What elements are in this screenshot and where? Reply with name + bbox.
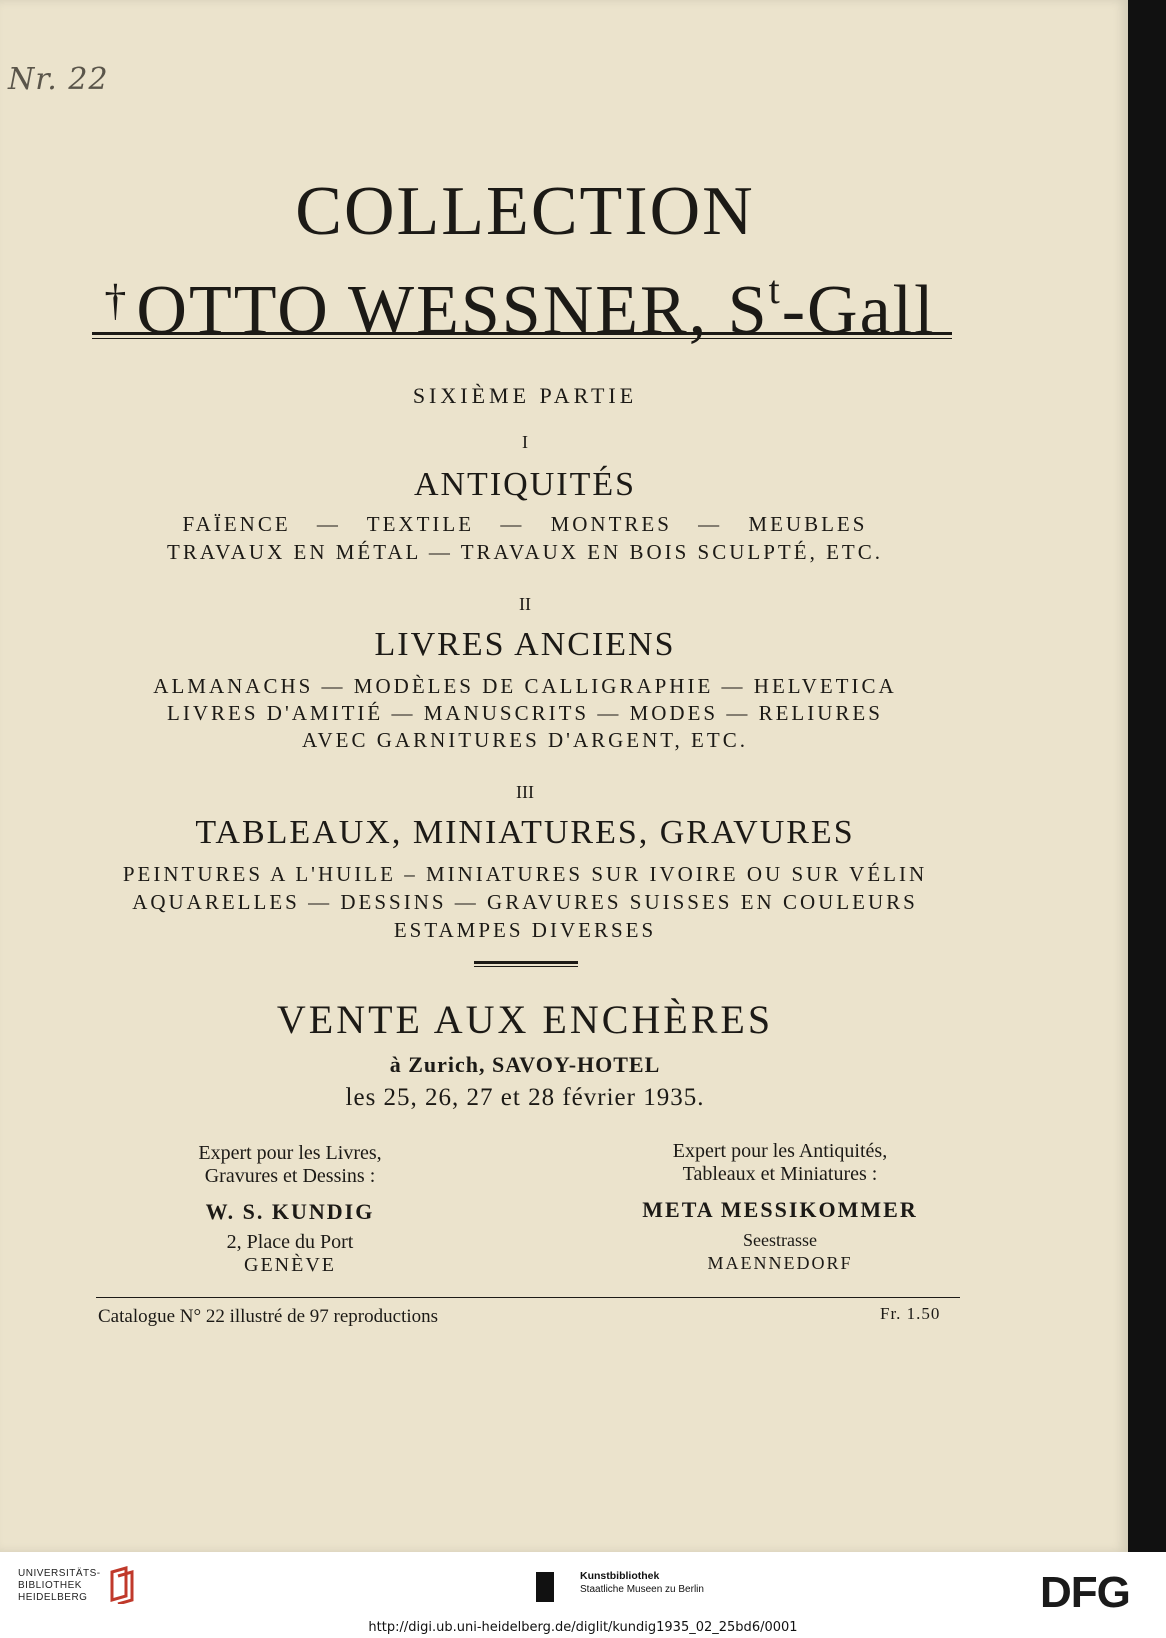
section-1-numeral: I (522, 432, 528, 452)
handwritten-number: Nr. 22 (8, 62, 109, 97)
kunstbibliothek-logo[interactable] (580, 1570, 704, 1596)
auction-venue: à Zurich, SAVOY-HOTEL (389, 1052, 661, 1077)
divider-rule-top (474, 961, 578, 964)
title-collection: COLLECTION (295, 173, 755, 250)
section-3-line-1: PEINTURES A L'HUILE – MINIATURES SUR IVOIRE OU SUR VÉLIN (122, 862, 928, 886)
kb-line-1: Kunstbibliothek (580, 1570, 660, 1582)
expert-antiques-address: Seestrasse (743, 1230, 817, 1250)
catalogue-note: Catalogue N° 22 illustré de 97 reproductions (98, 1306, 439, 1327)
section-1-line-2: TRAVAUX EN MÉTAL — TRAVAUX EN BOIS SCULPTÉ, ETC. (167, 540, 883, 564)
expert-books-role-2: Gravures et Dessins : (204, 1165, 376, 1187)
section-1-heading: ANTIQUITÉS (413, 466, 637, 503)
section-3-numeral: III (516, 782, 534, 802)
kb-line-2: Staatliche Museen zu Berlin (580, 1584, 704, 1595)
ub-logo-line-3: HEIDELBERG (18, 1592, 88, 1603)
section-2-line-3: AVEC GARNITURES D'ARGENT, ETC. (302, 728, 748, 752)
divider-rule-bottom (474, 966, 578, 967)
expert-books-name: W. S. KUNDIG (205, 1199, 375, 1224)
section-2-line-2: LIVRES D'AMITIÉ — MANUSCRITS — MODES — RELIURES (167, 701, 883, 725)
part-heading: SIXIÈME PARTIE (412, 383, 638, 408)
section-2-line-1: ALMANACHS — MODÈLES DE CALLIGRAPHIE — HELVETICA (153, 674, 897, 698)
bottom-rule (96, 1297, 960, 1298)
place-prefix: S (727, 272, 769, 349)
expert-books (130, 1142, 450, 1277)
expert-antiques-role-1: Expert pour les Antiquités, (672, 1140, 888, 1162)
expert-books-address: 2, Place du Port (226, 1231, 354, 1253)
section-2-heading: LIVRES ANCIENS (374, 626, 676, 663)
price: Fr. 1.50 (880, 1304, 941, 1323)
expert-books-city: GENÈVE (244, 1254, 336, 1276)
ub-emblem-icon (108, 1566, 134, 1604)
expert-antiques-role-2: Tableaux et Miniatures : (682, 1163, 878, 1185)
place-superscript: t (768, 267, 782, 312)
section-3-line-2: AQUARELLES — DESSINS — GRAVURES SUISSES EN COULEURS (132, 890, 918, 914)
ub-logo-line-1: UNIVERSITÄTS- (18, 1568, 101, 1579)
title-rule-thin (92, 338, 952, 339)
kunstbibliothek-emblem-icon (536, 1572, 554, 1602)
expert-books-role-1: Expert pour les Livres, (198, 1142, 382, 1164)
ub-heidelberg-logo[interactable] (18, 1568, 101, 1604)
section-1-line-1: FAÏENCE — TEXTILE — MONTRES — MEUBLES (182, 512, 868, 536)
expert-antiques (600, 1140, 960, 1275)
expert-antiques-city: MAENNEDORF (707, 1253, 853, 1273)
source-url[interactable]: http://digi.ub.uni-heidelberg.de/diglit/kundig1935_02_25bd6/0001 (368, 1620, 798, 1635)
dfg-logo[interactable]: DFG (1040, 1568, 1130, 1617)
section-3-heading: TABLEAUX, MINIATURES, GRAVURES (195, 814, 855, 851)
section-3-line-3: ESTAMPES DIVERSES (393, 918, 657, 942)
expert-antiques-name: META MESSIKOMMER (642, 1197, 918, 1222)
section-2-numeral: II (519, 594, 531, 614)
owner-name: OTTO WESSNER, (136, 272, 709, 349)
auction-dates: les 25, 26, 27 et 28 février 1935. (345, 1084, 705, 1111)
auction-heading: VENTE AUX ENCHÈRES (276, 997, 774, 1042)
dagger-symbol: † (104, 276, 129, 325)
scan-edge (1128, 0, 1166, 1552)
title-rule-thick (92, 332, 952, 335)
title-owner (0, 250, 1040, 351)
ub-logo-line-2: BIBLIOTHEK (18, 1580, 82, 1591)
place-name: -Gall (781, 272, 936, 349)
